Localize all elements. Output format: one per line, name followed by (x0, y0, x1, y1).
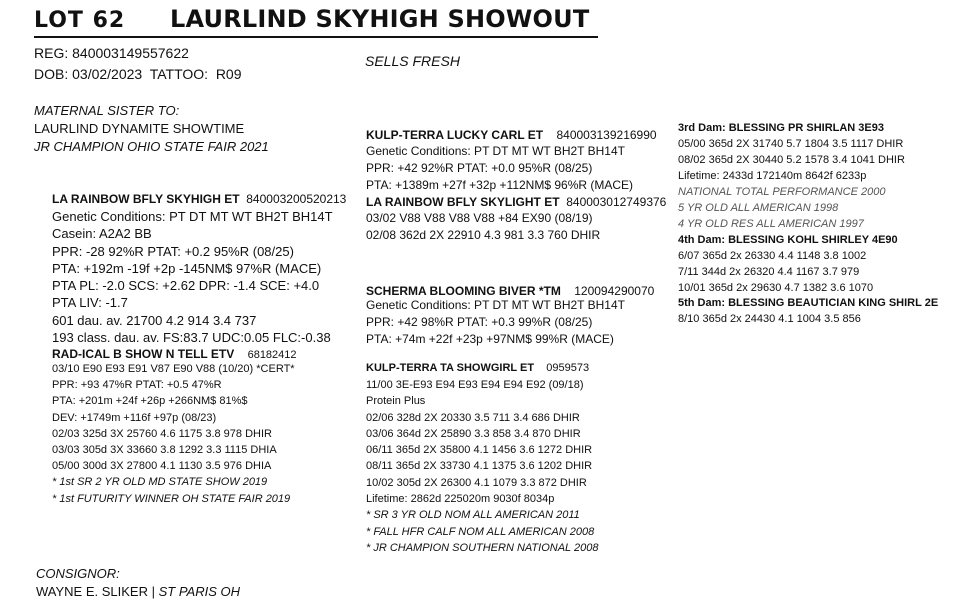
sire-detail-line: PTA LIV: -1.7 (52, 295, 128, 311)
fourth-dam-details (678, 251, 873, 299)
third-dam-award: NATIONAL TOTAL PERFORMANCE 2000 (678, 186, 886, 199)
dams-dam-award: * FALL HFR CALF NOM ALL AMERICAN 2008 (366, 525, 595, 538)
dam-reg: 68182412 (247, 349, 297, 361)
sires-sire-detail-line: PPR: +42 92%R PTAT: +0.0 95%R (08/25) (366, 160, 593, 175)
sire-reg: 840003200520213 (246, 192, 347, 206)
dams-dam-name-line (366, 363, 589, 374)
fifth-dam-details (678, 314, 861, 330)
sires-sire-detail-line: Genetic Conditions: PT DT MT WT BH2T BH14T (366, 144, 625, 158)
sire-name: LA RAINBOW BFLY SKYHIGH ET (52, 192, 240, 206)
dam-detail-line: 05/00 300d 3X 27800 4.1 1130 3.5 976 DHIA (52, 460, 272, 473)
dams-dam-name: KULP-TERRA TA SHOWGIRL ET (366, 362, 535, 374)
dam-details (52, 364, 295, 510)
dams-sire-detail-line: Genetic Conditions: PT DT MT WT BH2T BH14T (366, 298, 625, 312)
third-dam-detail-line: 08/02 365d 2X 30440 5.2 1578 3.4 1041 DHIR (678, 154, 905, 167)
dams-sire-reg: 120094290070 (574, 284, 655, 298)
dam-detail-line: PTA: +201m +24f +26p +266NM$ 81%$ (52, 395, 248, 408)
consignor-label: CONSIGNOR: (36, 566, 120, 581)
dams-dam-detail-line: 02/06 328d 2X 20330 3.5 711 3.4 686 DHIR (366, 411, 580, 424)
header-rule (34, 36, 598, 38)
fifth-dam-heading: 5th Dam: BLESSING BEAUTICIAN KING SHIRL 2E (678, 297, 939, 309)
sires-sire-name: KULP-TERRA LUCKY CARL ET (366, 128, 544, 142)
dam-detail-line: 02/03 325d 3X 25760 4.6 1175 3.8 978 DHIR (52, 427, 272, 440)
fourth-dam-detail-line: 7/11 344d 2x 26320 4.4 1167 3.7 979 (678, 266, 860, 279)
sells-status: SELLS FRESH (365, 53, 460, 69)
dams-sire-details (366, 299, 625, 349)
dams-dam-award: * SR 3 YR OLD NOM ALL AMERICAN 2011 (366, 509, 580, 522)
fifth-dam-detail-line: 8/10 365d 2x 24430 4.1 1004 3.5 856 (678, 313, 861, 325)
maternal-label: MATERNAL SISTER TO: (34, 103, 180, 118)
sires-sire-details (366, 145, 633, 195)
dams-dam-detail-line: 08/11 365d 2X 33730 4.1 1375 3.6 1202 DHIR (366, 460, 593, 473)
third-dam-award: 4 YR OLD RES ALL AMERICAN 1997 (678, 218, 864, 231)
birth-date-tattoo: DOB: 03/02/2023 TATTOO: R09 (34, 66, 242, 82)
animal-name: LAURLIND SKYHIGH SHOWOUT (170, 5, 590, 33)
third-dam-detail-line: Lifetime: 2433d 172140m 8642f 6233p (678, 170, 867, 183)
sire-detail-line: Genetic Conditions: PT DT MT WT BH2T BH14T (52, 209, 333, 224)
dams-sire-detail-line: PPR: +42 98%R PTAT: +0.3 99%R (08/25) (366, 314, 593, 329)
fourth-dam-detail-line: 10/01 365d 2x 29630 4.7 1382 3.6 1070 (678, 282, 874, 295)
dam-detail-line: DEV: +1749m +116f +97p (08/23) (52, 411, 217, 424)
dam-award: * 1st SR 2 YR OLD MD STATE SHOW 2019 (52, 476, 268, 489)
sires-sire-reg: 840003139216990 (556, 128, 657, 142)
registration-number: REG: 840003149557622 (34, 45, 189, 61)
dams-dam-detail-line: 10/02 305d 2X 26300 4.1 1079 3.3 872 DHIR (366, 476, 587, 489)
dams-sire-name: SCHERMA BLOOMING BIVER *TM (366, 284, 561, 298)
sire-details (52, 210, 333, 348)
sire-name-line (52, 193, 346, 205)
sires-dam-details (366, 212, 600, 246)
dam-detail-line: 03/03 305d 3X 33660 3.8 1292 3.3 1115 DHIA (52, 443, 277, 456)
dams-dam-detail-line: 11/00 3E-E93 E94 E93 E94 E94 E92 (09/18) (366, 379, 584, 391)
dam-detail-line: PPR: +93 47%R PTAT: +0.5 47%R (52, 379, 222, 392)
third-dam-heading: 3rd Dam: BLESSING PR SHIRLAN 3E93 (678, 122, 884, 134)
sire-detail-line: 193 class. dau. av. FS:83.7 UDC:0.05 FLC:-0.38 (52, 330, 331, 346)
dam-name-line (52, 348, 297, 361)
consignor-separator: | (151, 584, 155, 599)
dams-dam-detail-line: 06/11 365d 2X 35800 4.1 1456 3.6 1272 DHIR (366, 444, 593, 457)
consignor-name: WAYNE E. SLIKER (36, 584, 148, 599)
third-dam-details (678, 139, 905, 236)
sire-detail-line: PTA: +192m -19f +2p -145NM$ 97%R (MACE) (52, 260, 322, 276)
sire-detail-line: 601 dau. av. 21700 4.2 914 3.4 737 (52, 312, 257, 328)
sire-detail-line: PPR: -28 92%R PTAT: +0.2 95%R (08/25) (52, 243, 294, 259)
dams-dam-award: * JR CHAMPION SOUTHERN NATIONAL 2008 (366, 541, 599, 554)
dam-detail-line: 03/10 E90 E93 E91 V87 E90 V88 (10/20) *CERT* (52, 363, 295, 375)
fourth-dam-detail-line: 6/07 365d 2x 26330 4.4 1148 3.8 1002 (678, 250, 867, 262)
sires-sire-detail-line: PTA: +1389m +27f +32p +112NM$ 96%R (MACE) (366, 177, 634, 192)
sires-sire-name-line (366, 129, 657, 141)
sires-dam-name-line (366, 196, 666, 208)
lot-number: LOT 62 (34, 8, 126, 33)
third-dam-detail-line: 05/00 365d 2X 31740 5.7 1804 3.5 1117 DHIR (678, 138, 904, 150)
sire-detail-line: Casein: A2A2 BB (52, 226, 152, 242)
dams-dam-details (366, 380, 598, 559)
sires-dam-name: LA RAINBOW BFLY SKYLIGHT ET (366, 195, 560, 209)
consignor-location: ST PARIS OH (158, 584, 241, 599)
sire-detail-line: PTA PL: -2.0 SCS: +2.62 DPR: -1.4 SCE: +4.0 (52, 278, 320, 294)
dams-sire-detail-line: PTA: +74m +22f +23p +97NM$ 99%R (MACE) (366, 331, 614, 346)
dams-dam-detail-line: Protein Plus (366, 395, 426, 408)
consignor-line (36, 585, 240, 598)
third-dam-award: 5 YR OLD ALL AMERICAN 1998 (678, 202, 839, 215)
sires-dam-reg: 840003012749376 (566, 195, 667, 209)
dams-dam-detail-line: Lifetime: 2862d 225020m 9030f 8034p (366, 493, 555, 506)
dam-name: RAD-ICAL B SHOW N TELL ETV (52, 347, 235, 361)
sires-dam-detail-line: 03/02 V88 V88 V88 V88 +84 EX90 (08/19) (366, 211, 593, 225)
maternal-sister-name: LAURLIND DYNAMITE SHOWTIME (34, 121, 245, 136)
dams-sire-name-line (366, 285, 654, 297)
dams-dam-detail-line: 03/06 364d 2X 25890 3.3 858 3.4 870 DHIR (366, 427, 581, 440)
dams-dam-reg: 0959573 (546, 362, 590, 374)
sires-dam-detail-line: 02/08 362d 2X 22910 4.3 981 3.3 760 DHIR (366, 227, 601, 242)
maternal-sister-award: JR CHAMPION OHIO STATE FAIR 2021 (34, 139, 269, 154)
dam-award: * 1st FUTURITY WINNER OH STATE FAIR 2019 (52, 492, 291, 505)
fourth-dam-heading: 4th Dam: BLESSING KOHL SHIRLEY 4E90 (678, 234, 898, 246)
